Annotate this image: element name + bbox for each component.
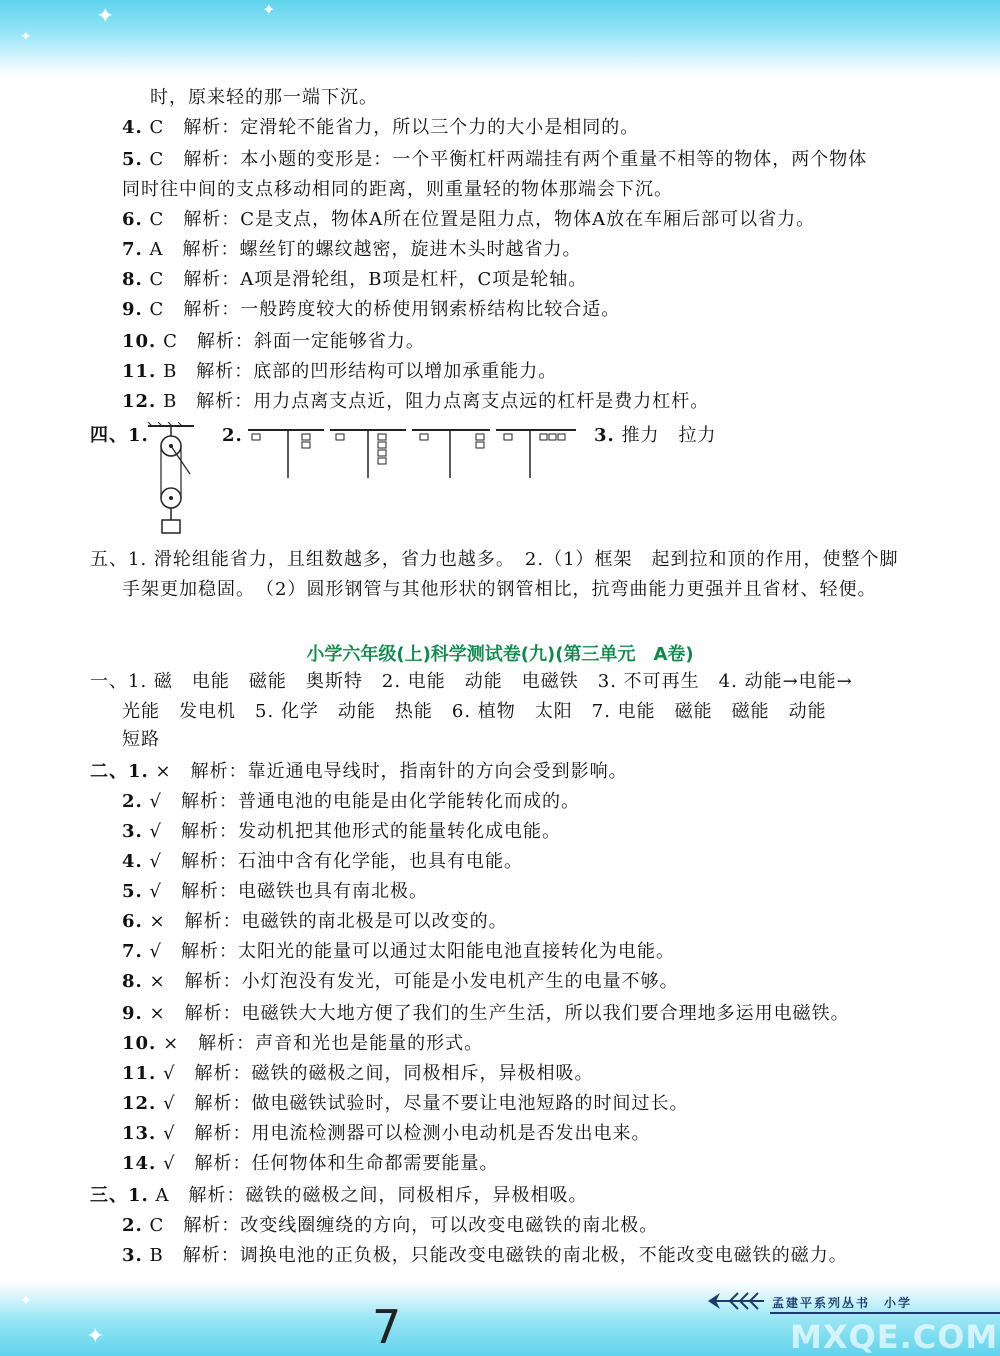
part3-line-3: 3. B 解析：调换电池的正负极，只能改变电磁铁的南北极，不能改变电磁铁的磁力。 xyxy=(122,1245,848,1266)
answer-line-10: 10. C 解析：斜面一定能够省力。 xyxy=(122,331,425,352)
part3-line-2: 2. C 解析：改变线圈缠绕的方向，可以改变电磁铁的南北极。 xyxy=(122,1215,659,1236)
sparkle-icon: ✦ xyxy=(20,1293,32,1309)
part2-line-7: 7. √ 解析：太阳光的能量可以通过太阳能电池直接转化为电能。 xyxy=(122,941,676,962)
answer-line-4: 4. C 解析：定滑轮不能省力，所以三个力的大小是相同的。 xyxy=(122,117,640,138)
part2-line-13: 13. √ 解析：用电流检测器可以检测小电动机是否发出电来。 xyxy=(122,1123,651,1144)
q4-label-2: 2. xyxy=(222,425,243,446)
part2-line-6: 6. × 解析：电磁铁的南北极是可以改变的。 xyxy=(122,911,508,932)
part3-line-1: 三、1. A 解析：磁铁的磁极之间，同极相斥，异极相吸。 xyxy=(90,1185,588,1206)
part2-line-8: 8. × 解析：小灯泡没有发光，可能是小发电机产生的电量不够。 xyxy=(122,971,679,992)
q4-answer-3: 3. 推力 拉力 xyxy=(594,425,717,446)
part2-line-14: 14. √ 解析：任何物体和生命都需要能量。 xyxy=(122,1153,499,1174)
answer-line-5: 5. C 解析：本小题的变形是：一个平衡杠杆两端挂有两个重量不相等的物体，两个物体 xyxy=(122,149,868,170)
pulley-system-diagram xyxy=(146,422,202,536)
part2-line-12: 12. √ 解析：做电磁铁试验时，尽量不要让电池短路的时间过长。 xyxy=(122,1093,689,1114)
footer-arrow-icon xyxy=(706,1290,766,1312)
lever-diagram-4 xyxy=(496,430,576,478)
part2-line-1: 二、1. × 解析：靠近通电导线时，指南针的方向会受到影响。 xyxy=(90,761,628,782)
answer-line-6: 6. C 解析：C是支点，物体A所在位置是阻力点，物体A放在车厢后部可以省力。 xyxy=(122,209,816,230)
lever-balance-diagrams xyxy=(244,424,580,480)
footer-rule xyxy=(770,1312,1000,1314)
answer-line-7: 7. A 解析：螺丝钉的螺纹越密，旋进木头时越省力。 xyxy=(122,239,582,260)
answer-line-5-cont: 同时往中间的支点移动相同的距离，则重量轻的物体那端会下沉。 xyxy=(122,179,673,200)
q5-line-1: 五、1. 滑轮组能省力，且组数越多，省力也越多。 2.（1）框架 起到拉和顶的作用，使整个脚 xyxy=(90,549,899,570)
sparkle-icon: ✦ xyxy=(262,0,276,19)
part1-line-2: 光能 发电机 5. 化学 动能 热能 6. 植物 太阳 7. 电能 磁能 磁能 动能 xyxy=(122,701,827,722)
part2-line-3: 3. √ 解析：发动机把其他形式的能量转化成电能。 xyxy=(122,821,562,842)
q4-label-1: 四、1. xyxy=(90,425,149,446)
part1-line-3: 短路 xyxy=(122,729,160,750)
page-number: 7 xyxy=(372,1300,402,1354)
answer-line-11: 11. B 解析：底部的凹形结构可以增加承重能力。 xyxy=(122,361,558,382)
lever-diagram-2 xyxy=(330,430,406,478)
sparkle-icon: ✦ xyxy=(86,1324,105,1349)
part1-line-1: 一、1. 磁 电能 磁能 奥斯特 2. 电能 动能 电磁铁 3. 不可再生 4. 动能→电能→ xyxy=(90,671,853,692)
footer-series-name: 孟建平系列丛书 小学 xyxy=(772,1296,913,1310)
watermark: MXQE.COM xyxy=(790,1318,999,1356)
lever-diagram-3 xyxy=(412,430,490,478)
part2-line-9: 9. × 解析：电磁铁大大地方便了我们的生产生活，所以我们要合理地多运用电磁铁。 xyxy=(122,1003,850,1024)
lever-diagram-1 xyxy=(248,430,324,478)
sparkle-icon: ✦ xyxy=(20,29,32,45)
part2-line-2: 2. √ 解析：普通电池的电能是由化学能转化而成的。 xyxy=(122,791,581,812)
answer-line-9: 9. C 解析：一般跨度较大的桥使用钢索桥结构比较合适。 xyxy=(122,299,621,320)
answer-continuation: 时，原来轻的那一端下沉。 xyxy=(150,87,378,108)
section-title: 小学六年级(上)科学测试卷(九)(第三单元 A卷) xyxy=(306,644,694,665)
sparkle-icon: ✦ xyxy=(96,4,115,29)
part2-line-5: 5. √ 解析：电磁铁也具有南北极。 xyxy=(122,881,429,902)
answer-line-12: 12. B 解析：用力点离支点近，阻力点离支点远的杠杆是费力杠杆。 xyxy=(122,391,710,412)
answer-line-8: 8. C 解析：A项是滑轮组，B项是杠杆，C项是轮轴。 xyxy=(122,269,588,290)
part2-line-11: 11. √ 解析：磁铁的磁极之间，同极相斥，异极相吸。 xyxy=(122,1063,594,1084)
q5-line-2: 手架更加稳固。 （2）圆形钢管与其他形状的钢管相比，抗弯曲能力更强并且省材、轻便。 xyxy=(122,579,877,600)
part2-line-4: 4. √ 解析：石油中含有化学能，也具有电能。 xyxy=(122,851,524,872)
part2-line-10: 10. × 解析：声音和光也是能量的形式。 xyxy=(122,1033,484,1054)
